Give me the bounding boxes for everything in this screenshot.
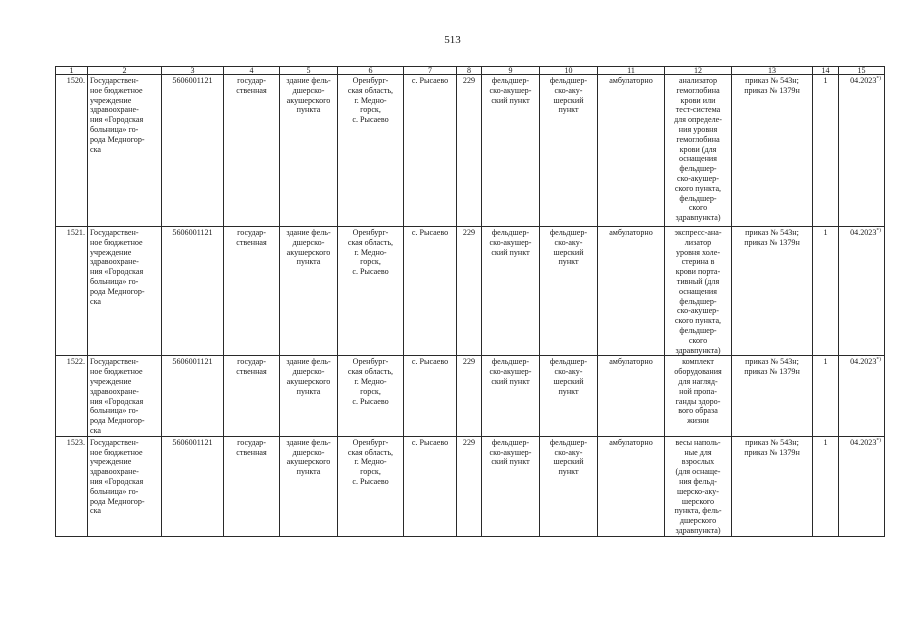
cell-line: вого образа [678,406,718,416]
cell-line: ственная [236,447,267,457]
cell-line: больница» го- [90,124,139,134]
cell-line: пункта, фель- [674,506,722,516]
cell-line: ния «Городская [90,476,144,486]
cell-line: Государствен- [90,437,139,447]
table-cell-col-13 [732,75,813,227]
cell-line: ско-акушер- [677,173,719,183]
cell-line: жизни [687,416,709,426]
cell-line: горск, [360,257,381,267]
table-cell-col-4 [224,436,280,536]
table-cell-col-14 [813,227,839,356]
cell-line: шерский [553,376,584,386]
cell-line: ное бюджетное [90,447,143,457]
cell-line: ственная [236,237,267,247]
cell-line: шерского [681,496,715,506]
cell-line: 229 [462,357,476,367]
table-cell-col-2 [88,436,162,536]
cell-line: Государствен- [90,357,139,367]
cell-line: фельдшер- [549,76,588,85]
column-number-13: 13 [732,67,813,75]
table-cell-col-8 [457,356,482,436]
table-cell-col-6 [338,356,404,436]
cell-line: учреждение [90,95,132,105]
column-number-4: 4 [224,67,280,75]
cell-line: пункта [296,105,321,115]
cell-line: (для оснаще- [675,467,721,477]
cell-line: здание фель- [286,357,331,367]
cell-line: ния уровня [678,124,718,134]
table-cell-col-15 [839,356,885,436]
table-row [56,227,885,356]
cell-line: 229 [462,437,476,447]
cell-line: здание фель- [286,76,331,85]
cell-line: ско-аку- [554,447,583,457]
column-number-1: 1 [56,67,88,75]
cell-line: Государствен- [90,76,139,85]
table-cell-col-12 [665,227,732,356]
cell-line: ско-аку- [554,367,583,377]
cell-line: с. Рысаево [352,396,389,406]
cell-line: фельдшер- [679,164,717,174]
cell-line: здравоохране- [90,467,139,477]
cell-line: горск, [360,386,381,396]
cell-line: Оренбург- [352,228,389,237]
column-number-11: 11 [598,67,665,75]
cell-line: здравпункта) [675,213,721,223]
cell-line: 1521. [66,228,85,237]
cell-line: приказ № 543н; [745,357,799,367]
cell-line: ско-акушер- [677,306,719,316]
cell-line: государ- [237,76,266,85]
table-cell-col-5 [280,227,338,356]
cell-line: ное бюджетное [90,367,143,377]
table-cell-col-1 [56,356,88,436]
table-cell-col-8 [457,436,482,536]
table-cell-col-2 [88,227,162,356]
cell-line: приказ № 1379н [744,85,800,95]
table-cell-col-13 [732,227,813,356]
cell-line: ская область, [347,85,394,95]
cell-line: тест-система [675,105,721,115]
table-cell-col-4 [224,75,280,227]
cell-line: приказ № 543н; [745,437,799,447]
cell-line: 5606001121 [172,76,213,85]
table-cell-col-11 [598,356,665,436]
cell-line: оснащения [679,154,717,164]
cell-line: приказ № 543н; [745,228,799,237]
cell-line: 1 [823,437,828,447]
table-cell-col-3 [162,75,224,227]
cell-line: дшерско- [292,447,325,457]
table-cell-col-4 [224,356,280,436]
cell-line: ского [688,335,708,345]
cell-line: фельдшер- [491,76,530,85]
table-cell-col-11 [598,227,665,356]
cell-line: Оренбург- [352,76,389,85]
cell-line: учреждение [90,247,132,257]
cell-line: шерский [553,457,584,467]
page-number: 513 [444,34,461,46]
cell-line: ского [688,203,708,213]
cell-line: ные для [684,447,712,457]
column-number-7: 7 [404,67,457,75]
cell-line: 1523. [66,437,85,447]
column-number-8: 8 [457,67,482,75]
column-number-12: 12 [665,67,732,75]
cell-line: крови или [680,95,716,105]
cell-line: ско-аку- [554,237,583,247]
cell-line: здание фель- [286,228,331,237]
cell-line: для определе- [674,115,722,125]
table-cell-col-4 [224,227,280,356]
table-cell-col-12 [665,356,732,436]
table-cell-col-14 [813,75,839,227]
cell-line: г. Медно- [354,247,387,257]
cell-line: дшерского [679,516,717,526]
footnote-mark: *) [876,75,881,82]
cell-line: дшерско- [292,367,325,377]
cell-line: стерина в [681,257,715,267]
table-cell-col-13 [732,356,813,436]
cell-line: ский пункт [491,247,530,257]
cell-line: рода Медногор- [90,496,145,506]
cell-line: ственная [236,85,267,95]
cell-line: ска [90,425,101,435]
cell-line: горск, [360,105,381,115]
table-cell-col-13 [732,436,813,536]
cell-line: ной пропа- [679,386,717,396]
cell-line: пункт [558,105,579,115]
column-number-3: 3 [162,67,224,75]
cell-line: с. Рысаево [411,76,449,85]
register-table [55,66,885,537]
cell-line: с. Рысаево [411,437,449,447]
table-cell-col-7 [404,356,457,436]
cell-line: амбулаторно [609,437,653,447]
cell-line: фельдшер- [491,228,530,237]
table-cell-col-3 [162,436,224,536]
cell-line: шерско-аку- [677,486,719,496]
cell-line: оборудования [674,367,722,377]
cell-line: больница» го- [90,486,139,496]
table-cell-col-9 [482,356,540,436]
cell-line: государ- [237,437,266,447]
cell-line: акушерского [286,457,331,467]
table-cell-col-6 [338,436,404,536]
cell-line: фельдшер- [491,437,530,447]
cell-line: 5606001121 [172,228,213,237]
table-cell-col-6 [338,75,404,227]
cell-line: ский пункт [491,95,530,105]
cell-line: здравоохране- [90,105,139,115]
cell-line: пункта [296,467,321,477]
table-cell-col-1 [56,227,88,356]
cell-line: с. Рысаево [411,357,449,367]
cell-line: ска [90,506,101,516]
cell-line: ский пункт [491,376,530,386]
cell-line: для нагляд- [678,376,718,386]
cell-line: ская область, [347,237,394,247]
footnote-mark: *) [876,356,881,363]
column-number-10: 10 [540,67,598,75]
cell-line: ско-акушер- [489,85,532,95]
cell-line: Оренбург- [352,357,389,367]
cell-line: весы наполь- [675,437,721,447]
cell-line: пункт [558,257,579,267]
cell-line: Оренбург- [352,437,389,447]
cell-line: с. Рысаево [352,115,389,125]
cell-line: ско-акушер- [489,237,532,247]
table-cell-col-12 [665,75,732,227]
table-cell-col-14 [813,436,839,536]
footnote-mark: *) [876,437,881,444]
table-cell-col-9 [482,75,540,227]
table-cell-col-9 [482,436,540,536]
cell-line: амбулаторно [609,228,653,237]
cell-line: ганды здоро- [675,396,721,406]
cell-line: с. Рысаево [411,228,449,237]
cell-line: государ- [237,228,266,237]
cell-line: фельдшер- [549,357,588,367]
table-cell-col-10 [540,75,598,227]
cell-line: ская область, [347,367,394,377]
cell-line: 229 [462,76,476,85]
cell-line: рода Медногор- [90,416,145,426]
table-cell-col-3 [162,227,224,356]
cell-line: здание фель- [286,437,331,447]
cell-line: дшерско- [292,237,325,247]
cell-line: крови (для [679,144,717,154]
cell-line: анализатор [678,76,718,85]
table-cell-col-1 [56,75,88,227]
column-number-5: 5 [280,67,338,75]
cell-line: приказ № 1379н [744,367,800,377]
cell-line: здравоохране- [90,386,139,396]
table-cell-col-8 [457,227,482,356]
cell-line: больница» го- [90,406,139,416]
table-cell-col-7 [404,75,457,227]
table-cell-col-6 [338,227,404,356]
cell-line: здравпункта) [675,525,721,535]
cell-line: г. Медно- [354,376,387,386]
cell-line: учреждение [90,457,132,467]
cell-line: ска [90,144,101,154]
cell-line: 04.2023*) [850,437,881,447]
table-cell-col-11 [598,75,665,227]
table-cell-col-2 [88,75,162,227]
cell-line: ния фельд- [679,476,717,486]
column-number-9: 9 [482,67,540,75]
column-number-14: 14 [813,67,839,75]
table-cell-col-10 [540,356,598,436]
cell-line: пункт [558,467,579,477]
cell-line: ния «Городская [90,396,144,406]
table-cell-col-15 [839,436,885,536]
table-cell-col-15 [839,75,885,227]
cell-line: 1520. [66,76,85,85]
cell-line: комплект [682,357,714,367]
table-cell-col-10 [540,227,598,356]
cell-line: тивный (для [676,276,720,286]
column-number-15: 15 [839,67,885,75]
cell-line: 04.2023*) [850,356,881,367]
cell-line: фельдшер- [549,228,588,237]
table-row [56,356,885,436]
cell-line: приказ № 1379н [744,237,800,247]
table-row [56,436,885,536]
cell-line: фельдшер- [679,325,717,335]
cell-line: акушерского [286,376,331,386]
cell-line: ского пункта, [674,183,722,193]
cell-line: государ- [237,357,266,367]
cell-line: рода Медногор- [90,134,145,144]
cell-line: 04.2023*) [850,227,881,237]
cell-line: фельдшер- [679,193,717,203]
table-cell-col-15 [839,227,885,356]
cell-line: взрослых [681,457,715,467]
cell-line: акушерского [286,95,331,105]
cell-line: фельдшер- [491,357,530,367]
cell-line: горск, [360,467,381,477]
cell-line: 1 [823,357,828,367]
cell-line: ский пункт [491,457,530,467]
table-cell-col-12 [665,436,732,536]
cell-line: лизатор [684,237,712,247]
column-number-6: 6 [338,67,404,75]
column-number-row [56,67,885,75]
cell-line: Государствен- [90,228,139,237]
cell-line: 5606001121 [172,357,213,367]
cell-line: фельдшер- [549,437,588,447]
cell-line: 5606001121 [172,437,213,447]
cell-line: 229 [462,228,476,237]
cell-line: ско-акушер- [489,367,532,377]
cell-line: ния «Городская [90,115,144,125]
table-row [56,75,885,227]
table-cell-col-3 [162,356,224,436]
cell-line: уровня холе- [675,247,721,257]
table-cell-col-7 [404,227,457,356]
table-cell-col-5 [280,436,338,536]
table-cell-col-7 [404,436,457,536]
cell-line: 1 [823,228,828,237]
cell-line: гемоглобина [676,85,720,95]
cell-line: пункта [296,257,321,267]
cell-line: ное бюджетное [90,237,143,247]
cell-line: здравпункта) [675,345,721,355]
cell-line: шерский [553,95,584,105]
cell-line: г. Медно- [354,95,387,105]
cell-line: 1522. [66,357,85,367]
cell-line: дшерско- [292,85,325,95]
cell-line: с. Рысаево [352,476,389,486]
cell-line: акушерского [286,247,331,257]
table-cell-col-10 [540,436,598,536]
table-cell-col-14 [813,356,839,436]
cell-line: пункт [558,386,579,396]
cell-line: амбулаторно [609,76,653,85]
cell-line: ска [90,296,101,306]
cell-line: пункта [296,386,321,396]
cell-line: экспресс-ана- [674,228,722,237]
cell-line: приказ № 543н; [745,76,799,85]
cell-line: ско-акушер- [489,447,532,457]
cell-line: ное бюджетное [90,85,143,95]
cell-line: здравоохране- [90,257,139,267]
cell-line: учреждение [90,376,132,386]
table-cell-col-11 [598,436,665,536]
cell-line: фельдшер- [679,296,717,306]
table-cell-col-2 [88,356,162,436]
cell-line: ния «Городская [90,267,144,277]
table-cell-col-8 [457,75,482,227]
cell-line: оснащения [679,286,717,296]
cell-line: больница» го- [90,276,139,286]
table-cell-col-1 [56,436,88,536]
column-number-2: 2 [88,67,162,75]
cell-line: приказ № 1379н [744,447,800,457]
cell-line: г. Медно- [354,457,387,467]
cell-line: ская область, [347,447,394,457]
cell-line: 04.2023*) [850,75,881,85]
cell-line: рода Медногор- [90,286,145,296]
cell-line: ственная [236,367,267,377]
cell-line: крови порта- [675,267,721,277]
cell-line: гемоглобина [676,134,720,144]
cell-line: 1 [823,76,828,85]
table-cell-col-5 [280,356,338,436]
cell-line: ско-аку- [554,85,583,95]
cell-line: ского пункта, [674,316,722,326]
table-cell-col-5 [280,75,338,227]
footnote-mark: *) [876,227,881,234]
table-cell-col-9 [482,227,540,356]
cell-line: шерский [553,247,584,257]
cell-line: амбулаторно [609,357,653,367]
cell-line: с. Рысаево [352,267,389,277]
